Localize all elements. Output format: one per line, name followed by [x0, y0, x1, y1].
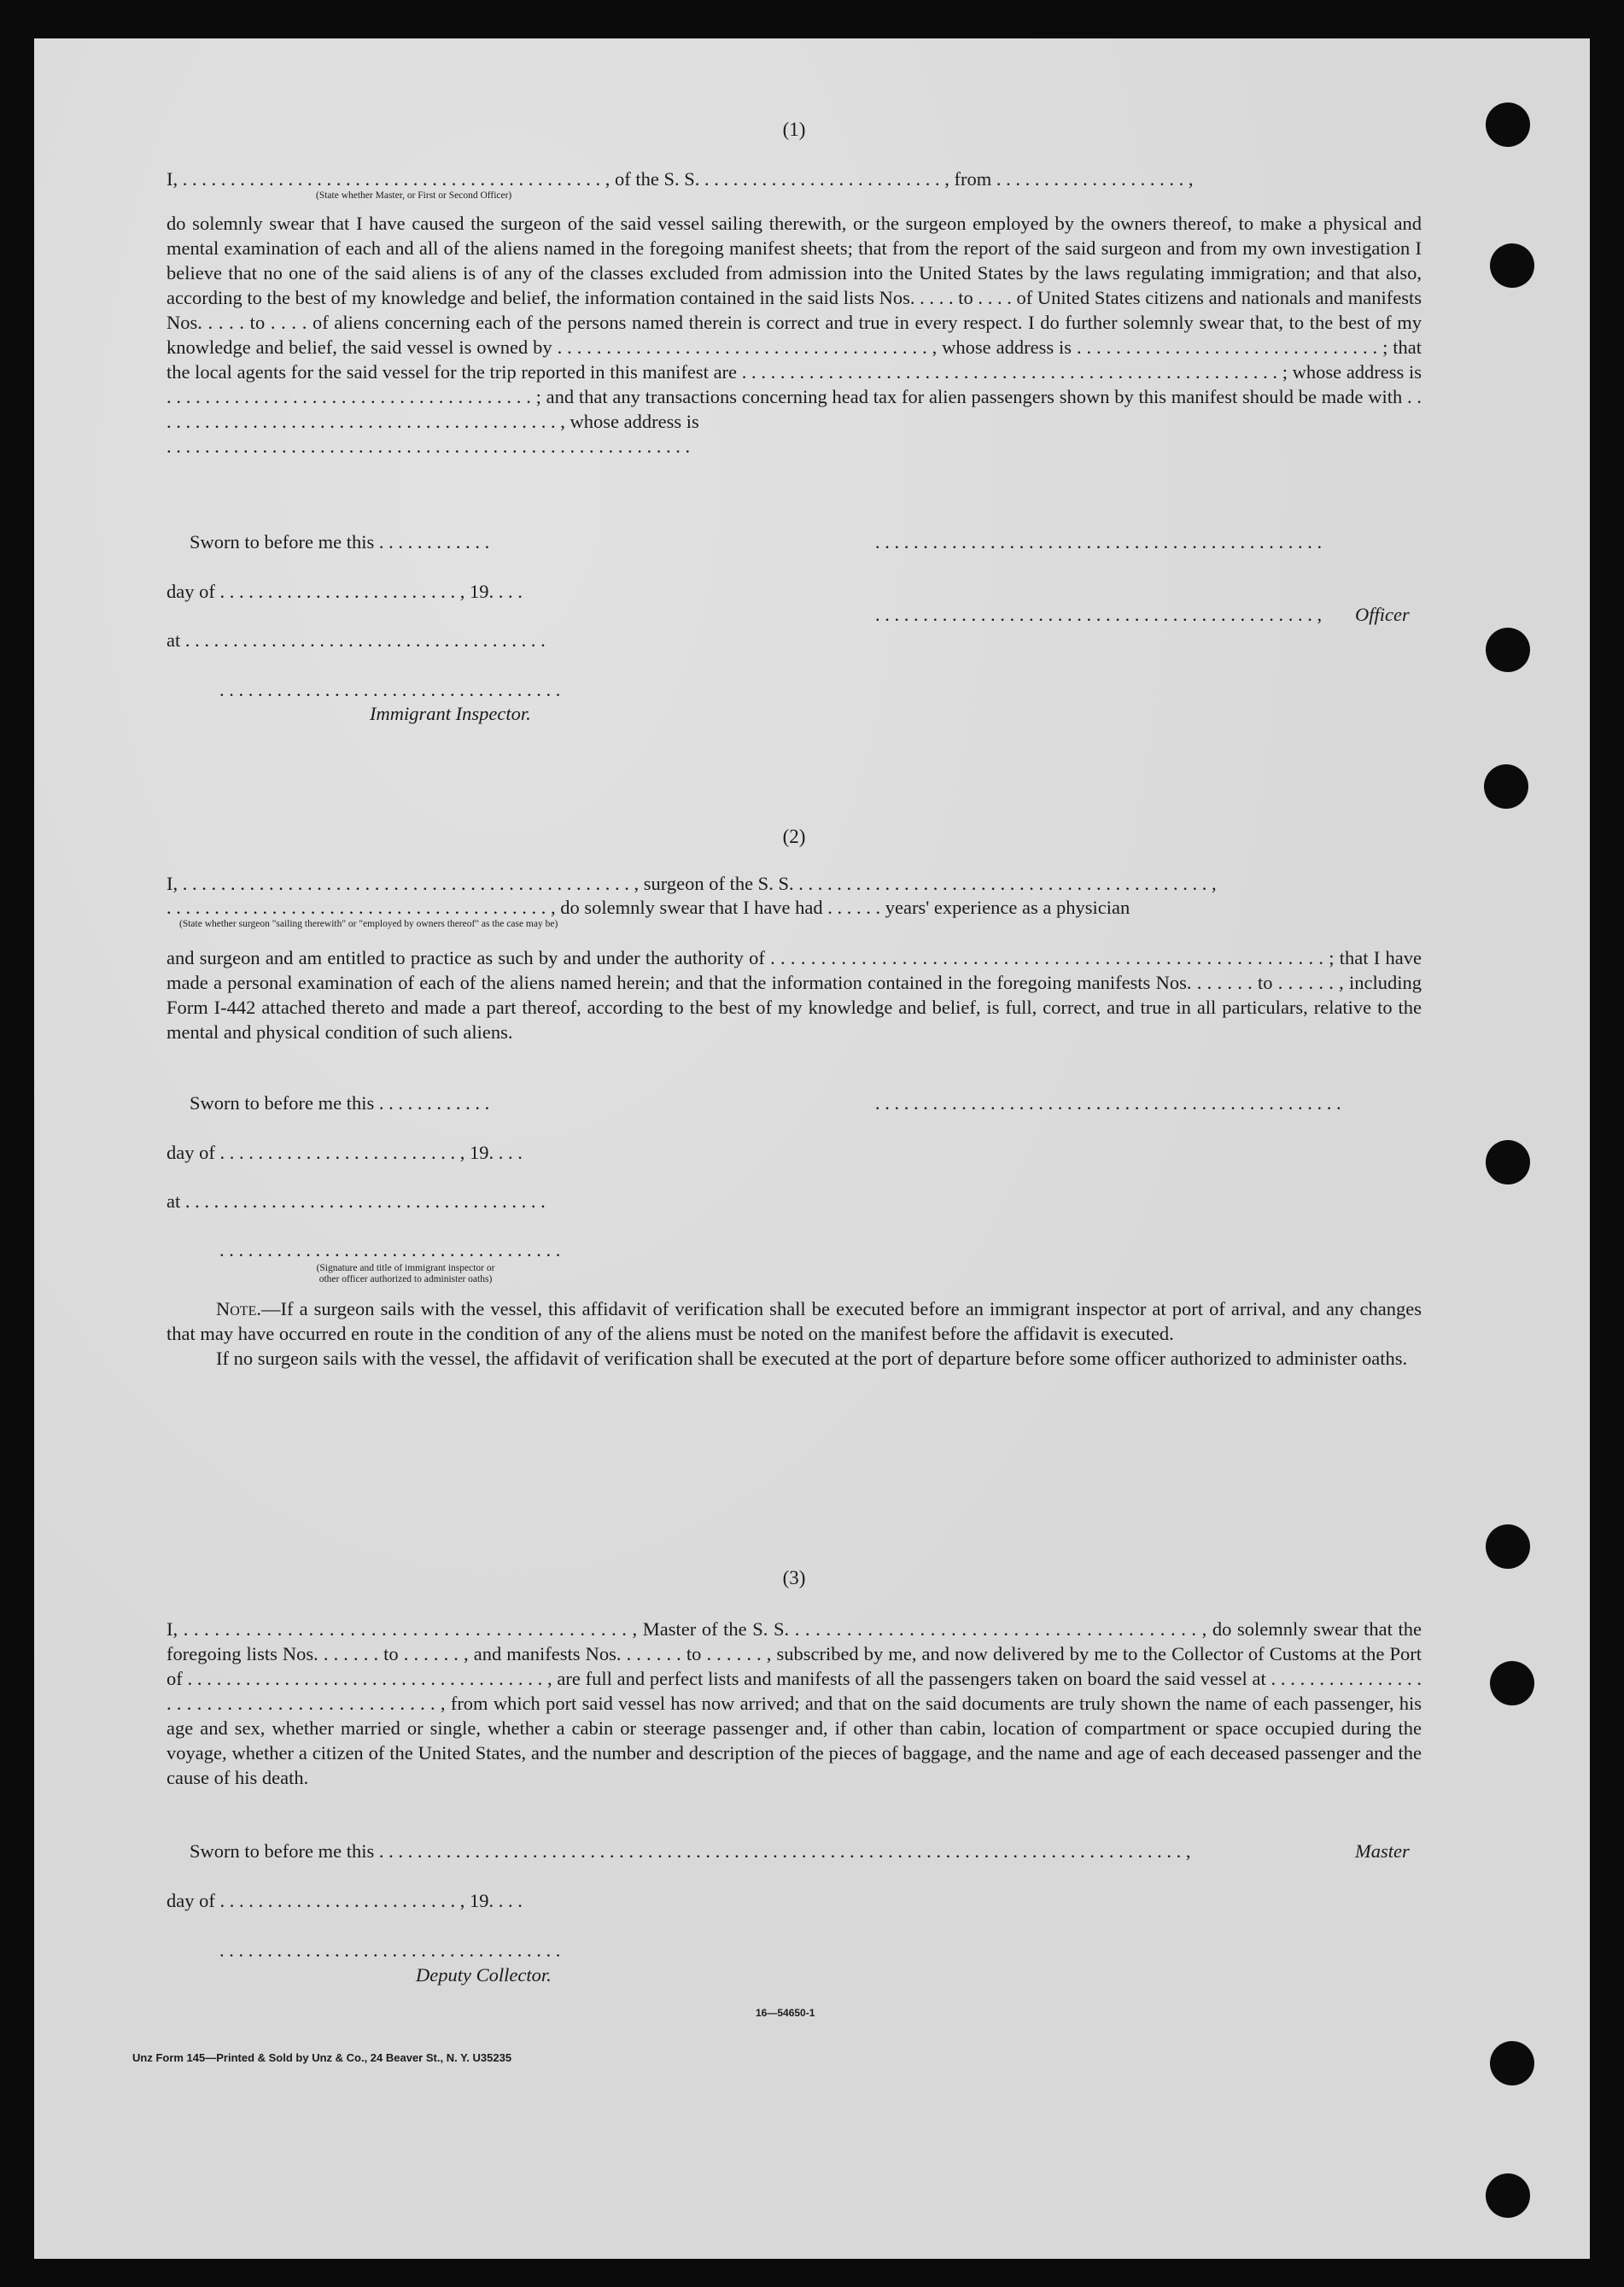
punch-hole — [1490, 2041, 1534, 2085]
section-3-sworn-line: Sworn to before me this . . . . . . . . . . . . . . . . . . . . . . . . . . . . . . . . . . . . . . . . . . . . . . . . . . . . . . . . . . . . . . . . . . . . . . . . . . . . . . . . . . . . , — [190, 1840, 1191, 1862]
section-3-day-line: day of . . . . . . . . . . . . . . . . . . . . . . . . . , 19. . . . — [166, 1890, 523, 1911]
section-2-at-line: at . . . . . . . . . . . . . . . . . . . . . . . . . . . . . . . . . . . . . . — [166, 1190, 546, 1212]
section-3-oath-body: I, . . . . . . . . . . . . . . . . . . . . . . . . . . . . . . . . . . . . . . . . . . . , Master of the S. S. . . . . . . . . . . . . . . . . . . . . . . . . . . . . . . . . . . . . . . . , do solemnly swear that the foregoing lists Nos. . . . . . . to . . . . . . , and manifests Nos. . . . . . . to . . . . . . , subscribed by me, and now delivered by me to the Collector of Customs at the Port of . . . . . . . . . . . . . . . . . . . . . . . . . . . . . . . . . . . . . , are full and perfect lists and manifests of all the passengers taken on board the said vessel at . . . . . . . . . . . . . . . . . . . . . . . . . . . . . . . . . . . . . . . . . . . , from which port said vessel has now arrived; and that on the said documents are truly shown the name of each passenger, his age and sex, whether married or single, whether a cabin or steerage passenger and, if other than cabin, location of compartment or space occupied during the voyage, whether a citizen of the United States, and the number and description of the pieces of baggage, and the name and age of each deceased passenger and the cause of his death. — [166, 1618, 1422, 1788]
section-2-number: (2) — [782, 826, 806, 847]
section-1-inspector-label: Immigrant Inspector. — [370, 703, 531, 724]
section-3-number: (3) — [782, 1567, 806, 1588]
section-1-oath-body — [166, 211, 1422, 459]
punch-hole — [1486, 1140, 1530, 1184]
punch-hole — [1486, 1524, 1530, 1569]
note-text-2: If no surgeon sails with the vessel, the affidavit of verification shall be executed at the port of departure before some officer authorized to administer oaths. — [216, 1348, 1408, 1369]
section-3-master-label: Master — [1355, 1840, 1410, 1862]
form-code: 16—54650-1 — [756, 2007, 815, 2019]
punch-hole — [1490, 243, 1534, 288]
section-1-oath-text: do solemnly swear that I have caused the surgeon of the said vessel sailing therewith, or the surgeon employed by the owners thereof, to make a physical and mental examination of each and all of the aliens named in the foregoing manifest sheets; that from the report of the said surgeon and from my own investigation I believe that no one of the said aliens is of any of the classes excluded from admission into the United States by the laws regulating immigration; and that also, according to the best of my knowledge and belief, the information contained in the said lists Nos. . . . . to . . . . of United States citizens and nationals and manifests Nos. . . . . to . . . . of aliens concerning each of the persons named therein is correct and true in every respect. I do further solemnly swear that, to the best of my knowledge and belief, the said vessel is owned by . . . . . . . . . . . . . . . . . . . . . . . . . . . . . . . . . . . . . . , whose address is . . . . . . . . . . . . . . . . . . . . . . . . . . . . . . . ; that the local agents for the said vessel for the trip reported in this manifest are . . . . . . . . . . . . . . . . . . . . . . . . . . . . . . . . . . . . . . . . . . . . . . . . . . . . . . . . ; whose address is . . . . . . . . . . . . . . . . . . . . . . . . . . . . . . . . . . . . . . ; and that any transactions concerning head tax for alien passengers shown by this manifest should be made with . . . . . . . . . . . . . . . . . . . . . . . . . . . . . . . . . . . . . . . . . . . , whose address is — [166, 213, 1422, 432]
punch-hole — [1486, 628, 1530, 672]
punch-hole — [1486, 102, 1530, 147]
section-1-sworn-line: Sworn to before me this . . . . . . . . . . . . — [190, 531, 490, 553]
section-2-sworn-line: Sworn to before me this . . . . . . . . . . . . — [190, 1092, 490, 1114]
section-2-surgeon-signature-line: . . . . . . . . . . . . . . . . . . . . . . . . . . . . . . . . . . . . . . . . . . . . . . . . . — [875, 1092, 1341, 1114]
printer-imprint: Unz Form 145—Printed & Sold by Unz & Co., 24 Beaver St., N. Y. U35235 — [132, 2051, 512, 2064]
punch-hole — [1490, 1661, 1534, 1705]
section-1-oath-tail: . . . . . . . . . . . . . . . . . . . . . . . . . . . . . . . . . . . . . . . . . . . . . . . . . . . . . . . — [166, 436, 691, 457]
section-2-signature-note-1: (Signature and title of immigrant inspector or — [316, 1263, 495, 1273]
section-3-collector-signature-line: . . . . . . . . . . . . . . . . . . . . . . . . . . . . . . . . . . . . — [219, 1939, 561, 1961]
section-2-signature-note-2: other officer authorized to administer oaths) — [318, 1274, 493, 1284]
section-2-oath-body: and surgeon and am entitled to practice as such by and under the authority of . . . . . . . . . . . . . . . . . . . . . . . . . . . . . . . . . . . . . . . . . . . . . . . . . . . . . . . ; that I have made a personal examination of each of the aliens named herein; and that the information contained in the foregoing manifests Nos. . . . . . . to . . . . . . , including Form I-442 attached thereto and made a part thereof, according to the best of my knowledge and belief, is full, correct, and true in all particulars, relative to the mental and physical condition of such aliens. — [166, 947, 1422, 1043]
note-label: Note. — [216, 1298, 261, 1319]
section-1-at-line: at . . . . . . . . . . . . . . . . . . . . . . . . . . . . . . . . . . . . . . — [166, 629, 546, 651]
section-2-opening-line: I, . . . . . . . . . . . . . . . . . . . . . . . . . . . . . . . . . . . . . . . . . . . . . . . , surgeon of the S. S. . . . . . . . . . . . . . . . . . . . . . . . . . . . . . . . . . . . . . . . . . . . , — [166, 873, 1217, 894]
section-3-collector-label: Deputy Collector. — [416, 1964, 552, 1986]
section-2-note — [166, 1296, 1422, 1371]
section-1-inspector-signature-line: . . . . . . . . . . . . . . . . . . . . . . . . . . . . . . . . . . . . — [219, 679, 561, 700]
note-text: —If a surgeon sails with the vessel, this affidavit of verification shall be executed before an immigrant inspector at port of arrival, and any changes that may have occurred en route in the condition of any of the aliens must be noted on the manifest before the affidavit is executed. — [166, 1298, 1422, 1344]
section-2-state-note: (State whether surgeon "sailing therewith" or "employed by owners thereof" as the case may be) — [179, 919, 558, 929]
section-1-officer-line: . . . . . . . . . . . . . . . . . . . . . . . . . . . . . . . . . . . . . . . . . . . . . . , — [875, 604, 1323, 625]
section-2-inspector-signature-line: . . . . . . . . . . . . . . . . . . . . . . . . . . . . . . . . . . . . — [219, 1239, 561, 1260]
punch-hole — [1486, 2173, 1530, 2218]
manifest-page — [34, 38, 1590, 2259]
section-1-day-line: day of . . . . . . . . . . . . . . . . . . . . . . . . . , 19. . . . — [166, 581, 523, 602]
section-1-officer-signature-line: . . . . . . . . . . . . . . . . . . . . . . . . . . . . . . . . . . . . . . . . . . . . . . . — [875, 531, 1323, 553]
section-2-second-line: . . . . . . . . . . . . . . . . . . . . . . . . . . . . . . . . . . . . . . . . , do solemnly swear that I have had . . . . . . years' experience as a physician — [166, 897, 1130, 918]
section-1-number: (1) — [782, 119, 806, 140]
section-1-state-note: (State whether Master, or First or Second Officer) — [316, 190, 512, 201]
section-1-opening-line: I, . . . . . . . . . . . . . . . . . . . . . . . . . . . . . . . . . . . . . . . . . . . . , of the S. S. . . . . . . . . . . . . . . . . . . . . . . . . . , from . . . . . . . . . . . . . . . . . . . . , — [166, 168, 1194, 190]
section-2-day-line: day of . . . . . . . . . . . . . . . . . . . . . . . . . , 19. . . . — [166, 1142, 523, 1163]
punch-hole — [1484, 764, 1528, 809]
section-1-officer-label: Officer — [1355, 604, 1410, 625]
